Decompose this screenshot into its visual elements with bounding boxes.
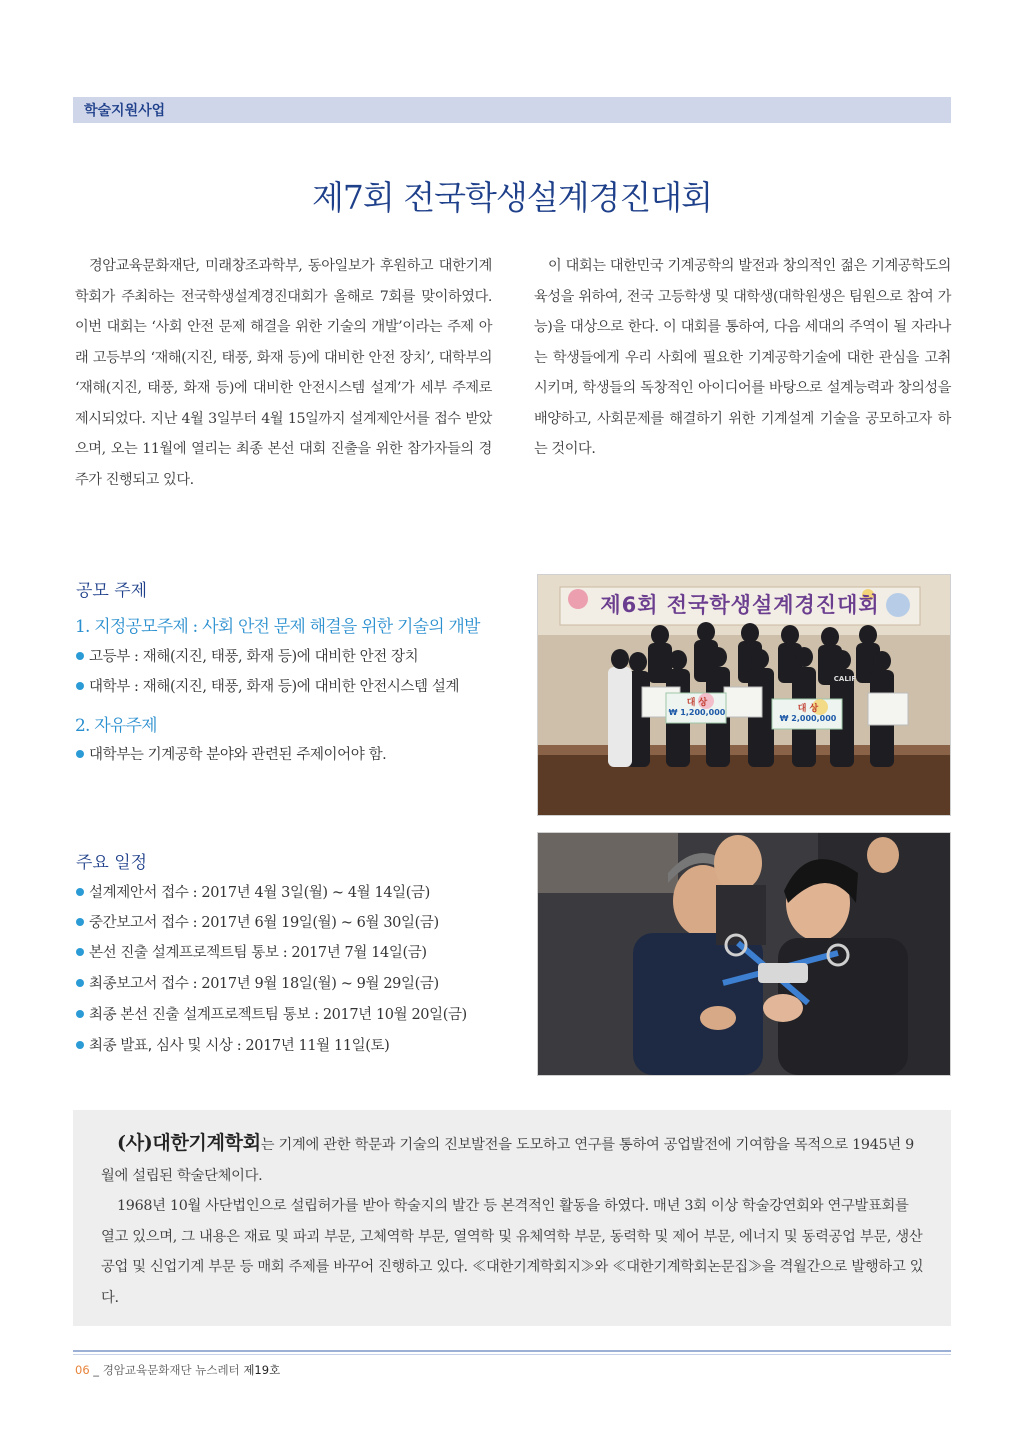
topic2-bullet	[76, 743, 386, 764]
bullet-label: 대학부는 기계공학 분야와 관련된 주제이어야 함.	[89, 747, 387, 763]
bullet-dot-icon	[76, 682, 84, 690]
bullet-dot-icon	[76, 948, 84, 956]
schedule-item	[76, 1034, 389, 1055]
publication-name: 경암교육문화재단 뉴스레터	[102, 1363, 244, 1377]
award-board-label: 대 상	[686, 698, 708, 708]
about-paragraph-2: 1968년 10월 사단법인으로 설립허가를 받아 학술지의 발간 등 본격적인 활동을 하였다. 매년 3회 이상 학술강연회와 연구발표회를 열고 있으며, 그 내용은 재료 및 파괴 부문, 고체역학 부문, 열역학 및 유체역학 부문, 동력학 및 제어 부문, 에너지 및 동력공업 부문, 생산공업 및 신업기계 부문 등 매회 주제를 바꾸어 진행하고 있다. ≪대한기계학회지≫와 ≪대한기계학회논문집≫을 격월간으로 발행하고 있다.	[101, 1198, 924, 1306]
topic1-bullet-univ	[76, 675, 459, 696]
topic1-bullet-high	[76, 645, 418, 666]
page-number: 06	[75, 1363, 90, 1377]
society-name: (사)대한기계학회	[117, 1132, 261, 1154]
schedule-item	[76, 972, 439, 993]
bullet-text: : 재해(지진, 태풍, 화재 등)에 대비한 안전 장치	[129, 649, 419, 665]
schedule-label: 최종 본선 진출 설계프로젝트팀 통보	[89, 1007, 310, 1023]
section-label: 학술지원사업	[84, 103, 166, 119]
topics-heading: 공모 주제	[76, 581, 148, 601]
about-society-box	[73, 1110, 951, 1326]
students-device-photo	[537, 832, 951, 1076]
issue-number: 제19호	[243, 1363, 281, 1377]
bullet-label: 고등부	[89, 649, 130, 665]
bullet-dot-icon	[76, 979, 84, 987]
about-paragraph-1	[101, 1128, 925, 1191]
schedule-item	[76, 881, 430, 902]
intro-right-column	[534, 251, 951, 465]
footer-divider-thin	[73, 1354, 951, 1355]
bullet-dot-icon	[76, 918, 84, 926]
schedule-label: 최종 발표, 심사 및 시상	[89, 1038, 233, 1054]
footer-separator: _	[89, 1363, 103, 1377]
about-society-text	[101, 1128, 925, 1313]
bullet-dot-icon	[76, 750, 84, 758]
award-group-photo	[537, 574, 951, 816]
topic1-title: 1. 지정공모주제 : 사회 안전 문제 해결을 위한 기술의 개발	[75, 617, 480, 637]
bullet-dot-icon	[76, 652, 84, 660]
schedule-heading: 주요 일정	[76, 853, 148, 873]
photo-banner-text: 제6회 전국학생설계경진대회	[600, 593, 880, 617]
award-board-label: 대 상	[797, 704, 819, 714]
page-title: 제7회 전국학생설계경진대회	[311, 178, 713, 217]
schedule-date: : 2017년 7월 14일(금)	[278, 945, 427, 961]
schedule-date: : 2017년 6월 19일(월) ~ 6월 30일(금)	[188, 915, 439, 931]
footer-divider	[73, 1350, 951, 1352]
schedule-date: : 2017년 4월 3일(월) ~ 4월 14일(금)	[188, 885, 430, 901]
intro-right-paragraph: 이 대회는 대한민국 기계공학의 발전과 창의적인 젊은 기계공학도의 육성을 위하여, 전국 고등학생 및 대학생(대학원생은 팀원으로 참여 가능)을 대상으로 한다. 이 대회를 통하여, 다음 세대의 주역이 될 자라나는 학생들에게 우리 사회에 필요한 기계공학기술에 대한 관심을 고취시키며, 학생들의 독창적인 아이디어를 바탕으로 설계능력과 창의성을 배양하고, 사회문제를 해결하기 위한 기계설계 기술을 공모하고자 하는 것이다.	[534, 258, 951, 457]
schedule-date: : 2017년 9월 18일(월) ~ 9월 29일(금)	[188, 976, 439, 992]
schedule-date: : 2017년 11월 11일(토)	[232, 1038, 390, 1054]
bullet-dot-icon	[76, 1010, 84, 1018]
award-board-amount: ₩ 2,000,000	[779, 714, 837, 723]
schedule-item	[76, 1003, 467, 1024]
about-p1-text: 는 기계에 관한 학문과 기술의 진보발전을 도모하고 연구를 통하여 공업발전에 기여함을 목적으로 1945년 9월에 설립된 학술단체이다.	[101, 1137, 914, 1184]
award-board-amount: ₩ 1,200,000	[668, 708, 726, 717]
students-photo-illustration	[538, 833, 950, 1075]
schedule-label: 중간보고서 접수	[89, 915, 189, 931]
schedule-item	[76, 911, 439, 932]
bullet-dot-icon	[76, 1041, 84, 1049]
schedule-date: : 2017년 10월 20일(금)	[309, 1007, 467, 1023]
intro-left-column	[75, 251, 492, 495]
schedule-item	[76, 941, 427, 962]
schedule-label: 최종보고서 접수	[89, 976, 189, 992]
shirt-print-text: CALIF	[833, 675, 857, 683]
bullet-dot-icon	[76, 888, 84, 896]
topic2-title: 2. 자유주제	[75, 716, 157, 736]
bullet-label: 대학부	[89, 679, 130, 695]
intro-left-paragraph: 경암교육문화재단, 미래창조과학부, 동아일보가 후원하고 대한기계학회가 주최하는 전국학생설계경진대회가 올해로 7회를 맞이하였다. 이번 대회는 ‘사회 안전 문제 해결을 위한 기술의 개발’이라는 주제 아래 고등부의 ‘재해(지진, 태풍, 화재 등)에 대비한 안전 장치’, 대학부의 ‘재해(지진, 태풍, 화재 등)에 대비한 안전시스템 설계’가 세부 주제로 제시되었다. 지난 4월 3일부터 4월 15일까지 설계제안서를 접수 받았으며, 오는 11월에 열리는 최종 본선 대회 진출을 위한 참가자들의 경주가 진행되고 있다.	[75, 258, 492, 488]
schedule-label: 설계제안서 접수	[89, 885, 189, 901]
section-header-bar	[73, 97, 951, 123]
schedule-label: 본선 진출 설계프로젝트팀 통보	[89, 945, 279, 961]
bullet-text: : 재해(지진, 태풍, 화재 등)에 대비한 안전시스템 설계	[129, 679, 460, 695]
page-footer	[75, 1362, 280, 1378]
